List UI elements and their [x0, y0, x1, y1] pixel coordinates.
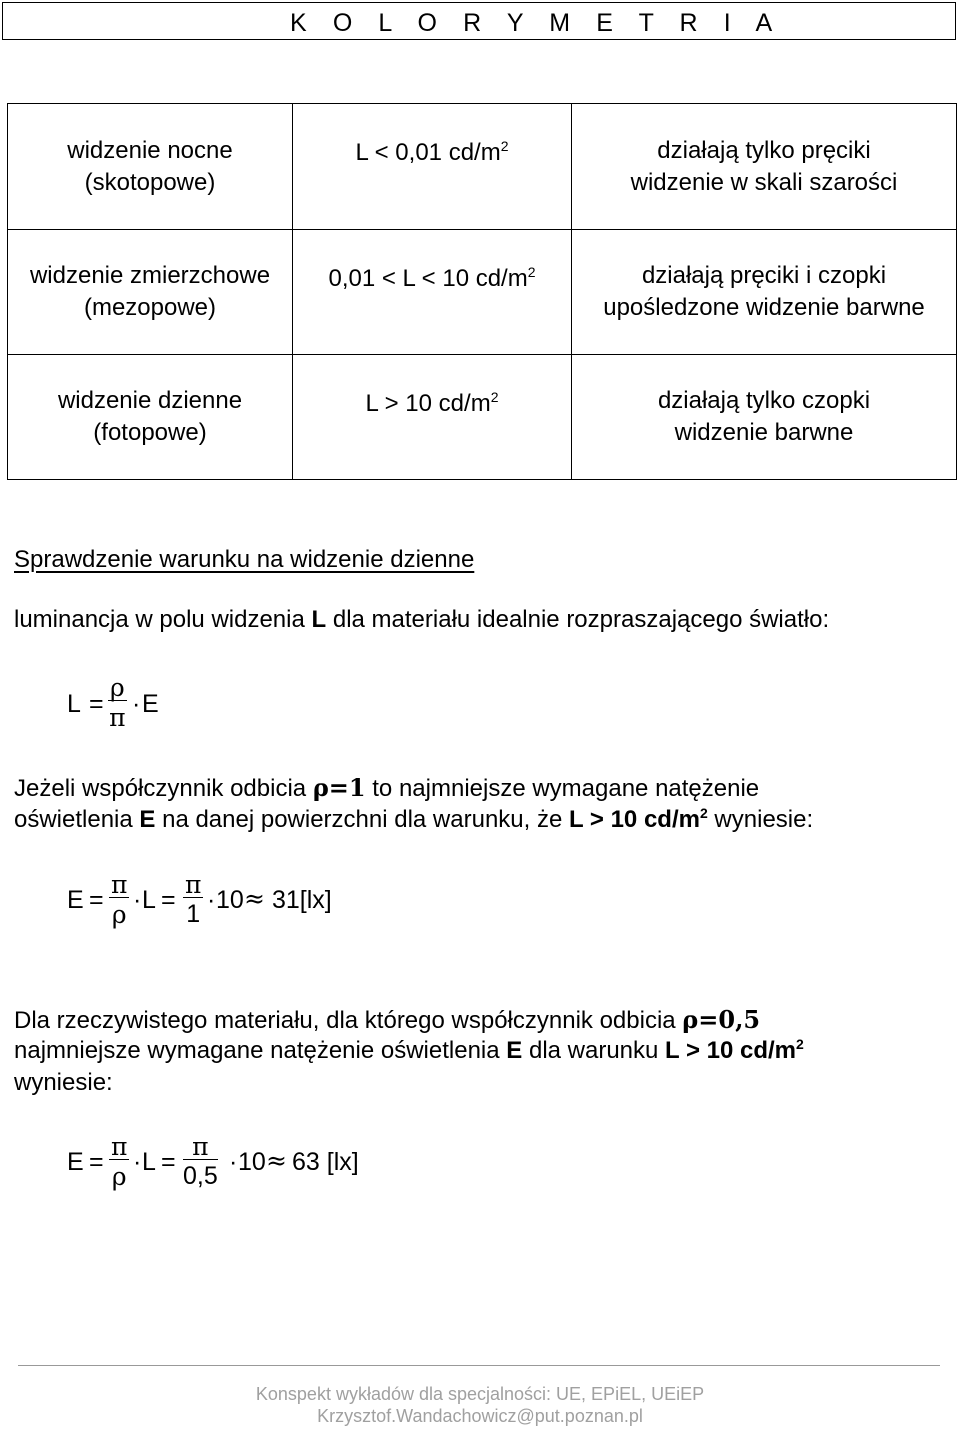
symbol-E: E [139, 806, 156, 833]
vision-table [7, 103, 957, 480]
intro-text: luminancja w polu widzenia [14, 606, 312, 633]
paragraph-line [14, 1037, 804, 1065]
rho-value: ρ=1 [312, 773, 366, 802]
description-cell [572, 104, 957, 230]
intro-text: dla materiału idealnie rozpraszającego światło: [326, 606, 830, 633]
formula-result: 63 [lx] [292, 1148, 359, 1176]
formula-rhs: E [142, 690, 159, 718]
vision-type-cell [8, 230, 293, 355]
formula-equals: = [161, 886, 176, 914]
table-row [8, 355, 957, 480]
formula-value: 10 [216, 886, 244, 914]
approx-symbol: ≈ [266, 1146, 287, 1175]
formula-fraction [109, 1134, 129, 1189]
formula-lhs: E [67, 1148, 84, 1176]
text-run: to najmniejsze wymagane natężenie [365, 775, 760, 802]
page-title: K O L O R Y M E T R I A [290, 9, 782, 37]
description-cell [572, 230, 957, 355]
approx-symbol: ≈ [244, 884, 265, 913]
description-line: działają tylko czopki [657, 387, 871, 414]
description-line: widzenie barwne [674, 419, 854, 446]
formula-fraction [183, 872, 203, 927]
formula-fraction [183, 1134, 218, 1189]
condition: L > 10 cd/m [665, 1037, 797, 1064]
formula-fraction [108, 675, 127, 730]
unit-exponent: 2 [490, 389, 499, 405]
vision-type-name: widzenie zmierzchowe [29, 262, 271, 289]
text-run: Dla rzeczywistego materiału, dla którego współczynnik odbicia [14, 1007, 683, 1034]
fraction-numerator: π [185, 870, 202, 899]
intro-symbol: L [311, 606, 327, 633]
luminance-range-cell [293, 104, 572, 230]
vision-type-term: (skotopowe) [84, 168, 216, 196]
text-run: najmniejsze wymagane natężenie oświetlenia [14, 1037, 507, 1064]
formula-dot: · [133, 886, 142, 914]
symbol-E: E [506, 1037, 523, 1064]
rho-value: ρ=0,5 [682, 1005, 761, 1034]
paragraph-line [14, 1005, 760, 1035]
formula-lhs: L [67, 690, 81, 718]
fraction-denominator: ρ [111, 1162, 127, 1191]
vision-type-name: widzenie nocne [67, 136, 233, 164]
text-run: oświetlenia [14, 806, 140, 833]
intro-paragraph [14, 606, 829, 634]
condition: L > 10 cd/m [569, 806, 700, 833]
luminance-range: 0,01 < L < 10 cd/m [328, 265, 528, 292]
text-run: Jeżeli współczynnik odbicia [14, 775, 313, 802]
footer-course: Konspekt wykładów dla specjalności: UE, EPiEL, UEiEP [255, 1384, 705, 1404]
fraction-numerator: π [192, 1132, 209, 1161]
formula-equals: = [89, 1148, 104, 1176]
formula-equals: = [89, 886, 104, 914]
fraction-numerator: π [111, 1132, 128, 1161]
text-run: dla warunku [522, 1037, 666, 1064]
description-line: działają tylko pręciki [657, 136, 871, 164]
formula-L: L [142, 1148, 156, 1176]
paragraph-line [14, 806, 813, 834]
description-line: upośledzone widzenie barwne [603, 294, 925, 321]
fraction-denominator: ρ [111, 900, 127, 929]
formula-dot: · [207, 886, 216, 914]
paragraph-line: wyniesie: [14, 1069, 113, 1096]
unit-exponent: 2 [796, 1036, 804, 1052]
formula-dot: · [132, 690, 141, 718]
luminance-range: L < 0,01 cd/m [355, 139, 501, 166]
formula-equals: = [89, 690, 104, 718]
table-row [8, 104, 957, 230]
formula-L: L [142, 886, 156, 914]
text-run: na danej powierzchni dla warunku, że [155, 806, 569, 833]
fraction-numerator: ρ [110, 673, 125, 702]
fraction-numerator: π [111, 870, 128, 899]
fraction-denominator: 1 [186, 900, 201, 928]
formula-value: 10 [238, 1148, 266, 1176]
formula-dot: · [133, 1148, 142, 1176]
unit-exponent: 2 [500, 138, 509, 154]
vision-type-term: (fotopowe) [93, 419, 207, 446]
vision-type-term: (mezopowe) [83, 294, 217, 321]
description-line: działają pręciki i czopki [641, 262, 887, 289]
text-run: wyniesie: [707, 806, 814, 833]
formula-result: 31[lx] [272, 886, 332, 914]
luminance-range: L > 10 cd/m [365, 390, 491, 417]
table-row [8, 230, 957, 355]
unit-exponent: 2 [699, 805, 708, 821]
unit-exponent: 2 [527, 264, 536, 280]
description-cell [572, 355, 957, 480]
fraction-denominator: 0,5 [183, 1162, 218, 1190]
footer-email: Krzysztof.Wandachowicz@put.poznan.pl [317, 1406, 643, 1426]
description-line: widzenie w skali szarości [630, 168, 898, 196]
vision-type-name: widzenie dzienne [57, 387, 243, 414]
title-box [2, 2, 956, 40]
section-heading: Sprawdzenie warunku na widzenie dzienne [14, 546, 475, 573]
vision-type-cell [8, 355, 293, 480]
luminance-range-cell [293, 355, 572, 480]
footer-divider [18, 1365, 940, 1366]
formula-lhs: E [67, 886, 84, 914]
formula-fraction [109, 872, 129, 927]
fraction-denominator: π [109, 703, 126, 732]
paragraph-line [14, 773, 759, 803]
formula-equals: = [161, 1148, 176, 1176]
luminance-range-cell [293, 230, 572, 355]
formula-dot: · [229, 1148, 238, 1176]
vision-type-cell [8, 104, 293, 230]
